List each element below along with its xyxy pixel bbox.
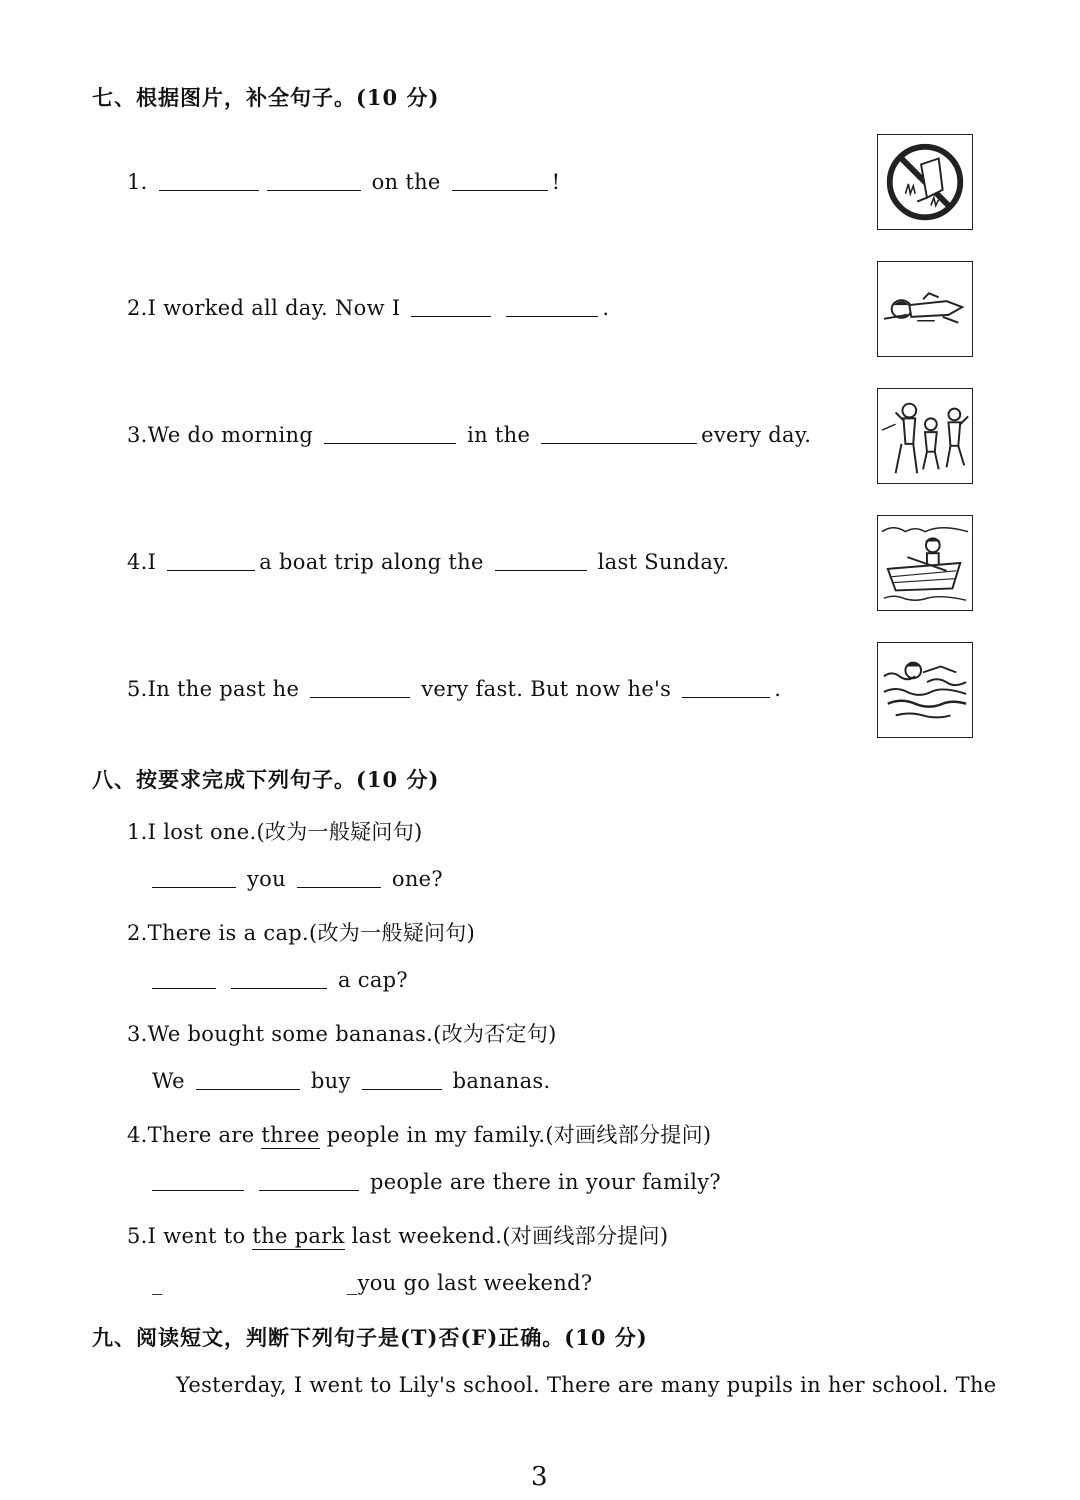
page-number: 3 <box>531 1462 548 1492</box>
blank[interactable] <box>495 569 587 571</box>
reading-paragraph: Yesterday, I went to Lily's school. There are many pupils in her school. The <box>176 1373 997 1397</box>
no-walking-on-grass-sign-icon <box>877 134 973 230</box>
blank[interactable] <box>682 696 770 698</box>
section-9-heading: 九、阅读短文，判断下列句子是(T)否(F)正确。(10 分) <box>92 1325 648 1350</box>
section-7-heading: 七、根据图片，补全句子。(10 分) <box>92 85 440 110</box>
swimmer-icon <box>877 642 973 738</box>
blank[interactable] <box>362 1088 442 1090</box>
blank[interactable] <box>259 1189 359 1191</box>
blank[interactable] <box>267 189 361 191</box>
children-exercising-icon <box>877 388 973 484</box>
tired-person-lying-icon <box>877 261 973 357</box>
s8-item-3: 3.We bought some bananas.(改为否定句) <box>127 1022 557 1046</box>
section-8-heading: 八、按要求完成下列句子。(10 分) <box>92 767 440 792</box>
s8-item-2-answer: a cap? <box>148 968 408 992</box>
blank[interactable] <box>152 987 216 989</box>
blank[interactable] <box>541 442 697 444</box>
s8-item-2: 2.There is a cap.(改为一般疑问句) <box>127 921 476 945</box>
blank[interactable] <box>196 1088 300 1090</box>
s7-item-5: 5.In the past he very fast. But now he's . <box>127 677 782 701</box>
blank[interactable] <box>152 1189 244 1191</box>
blank[interactable] <box>452 189 548 191</box>
s8-item-3-answer: We buy bananas. <box>152 1069 551 1093</box>
boy-in-boat-icon <box>877 515 973 611</box>
underlined-word: three <box>261 1123 320 1147</box>
blank[interactable] <box>297 886 381 888</box>
underlined-phrase: the park <box>252 1224 345 1248</box>
blank[interactable] <box>167 569 255 571</box>
s7-item-2: 2.I worked all day. Now I . <box>127 296 610 320</box>
s7-item-4: 4.I a boat trip along the last Sunday. <box>127 550 730 574</box>
s8-item-4-answer: people are there in your family? <box>148 1170 721 1194</box>
blank[interactable] <box>324 442 456 444</box>
s8-item-1-answer: you one? <box>148 867 443 891</box>
s8-item-5-answer: _ _you go last weekend? <box>152 1271 593 1295</box>
blank[interactable] <box>310 696 410 698</box>
s7-item-3: 3.We do morning in the every day. <box>127 423 812 447</box>
blank[interactable] <box>506 315 598 317</box>
s8-item-1: 1.I lost one.(改为一般疑问句) <box>127 820 423 844</box>
blank[interactable] <box>231 987 327 989</box>
s8-item-5: 5.I went to the park last weekend.(对画线部分提问) <box>127 1224 669 1248</box>
blank[interactable] <box>159 189 259 191</box>
blank[interactable] <box>411 315 491 317</box>
s8-item-4: 4.There are three people in my family.(对画线部分提问) <box>127 1123 712 1147</box>
blank[interactable] <box>152 886 236 888</box>
s7-item-1: 1. on the ! <box>127 170 561 194</box>
